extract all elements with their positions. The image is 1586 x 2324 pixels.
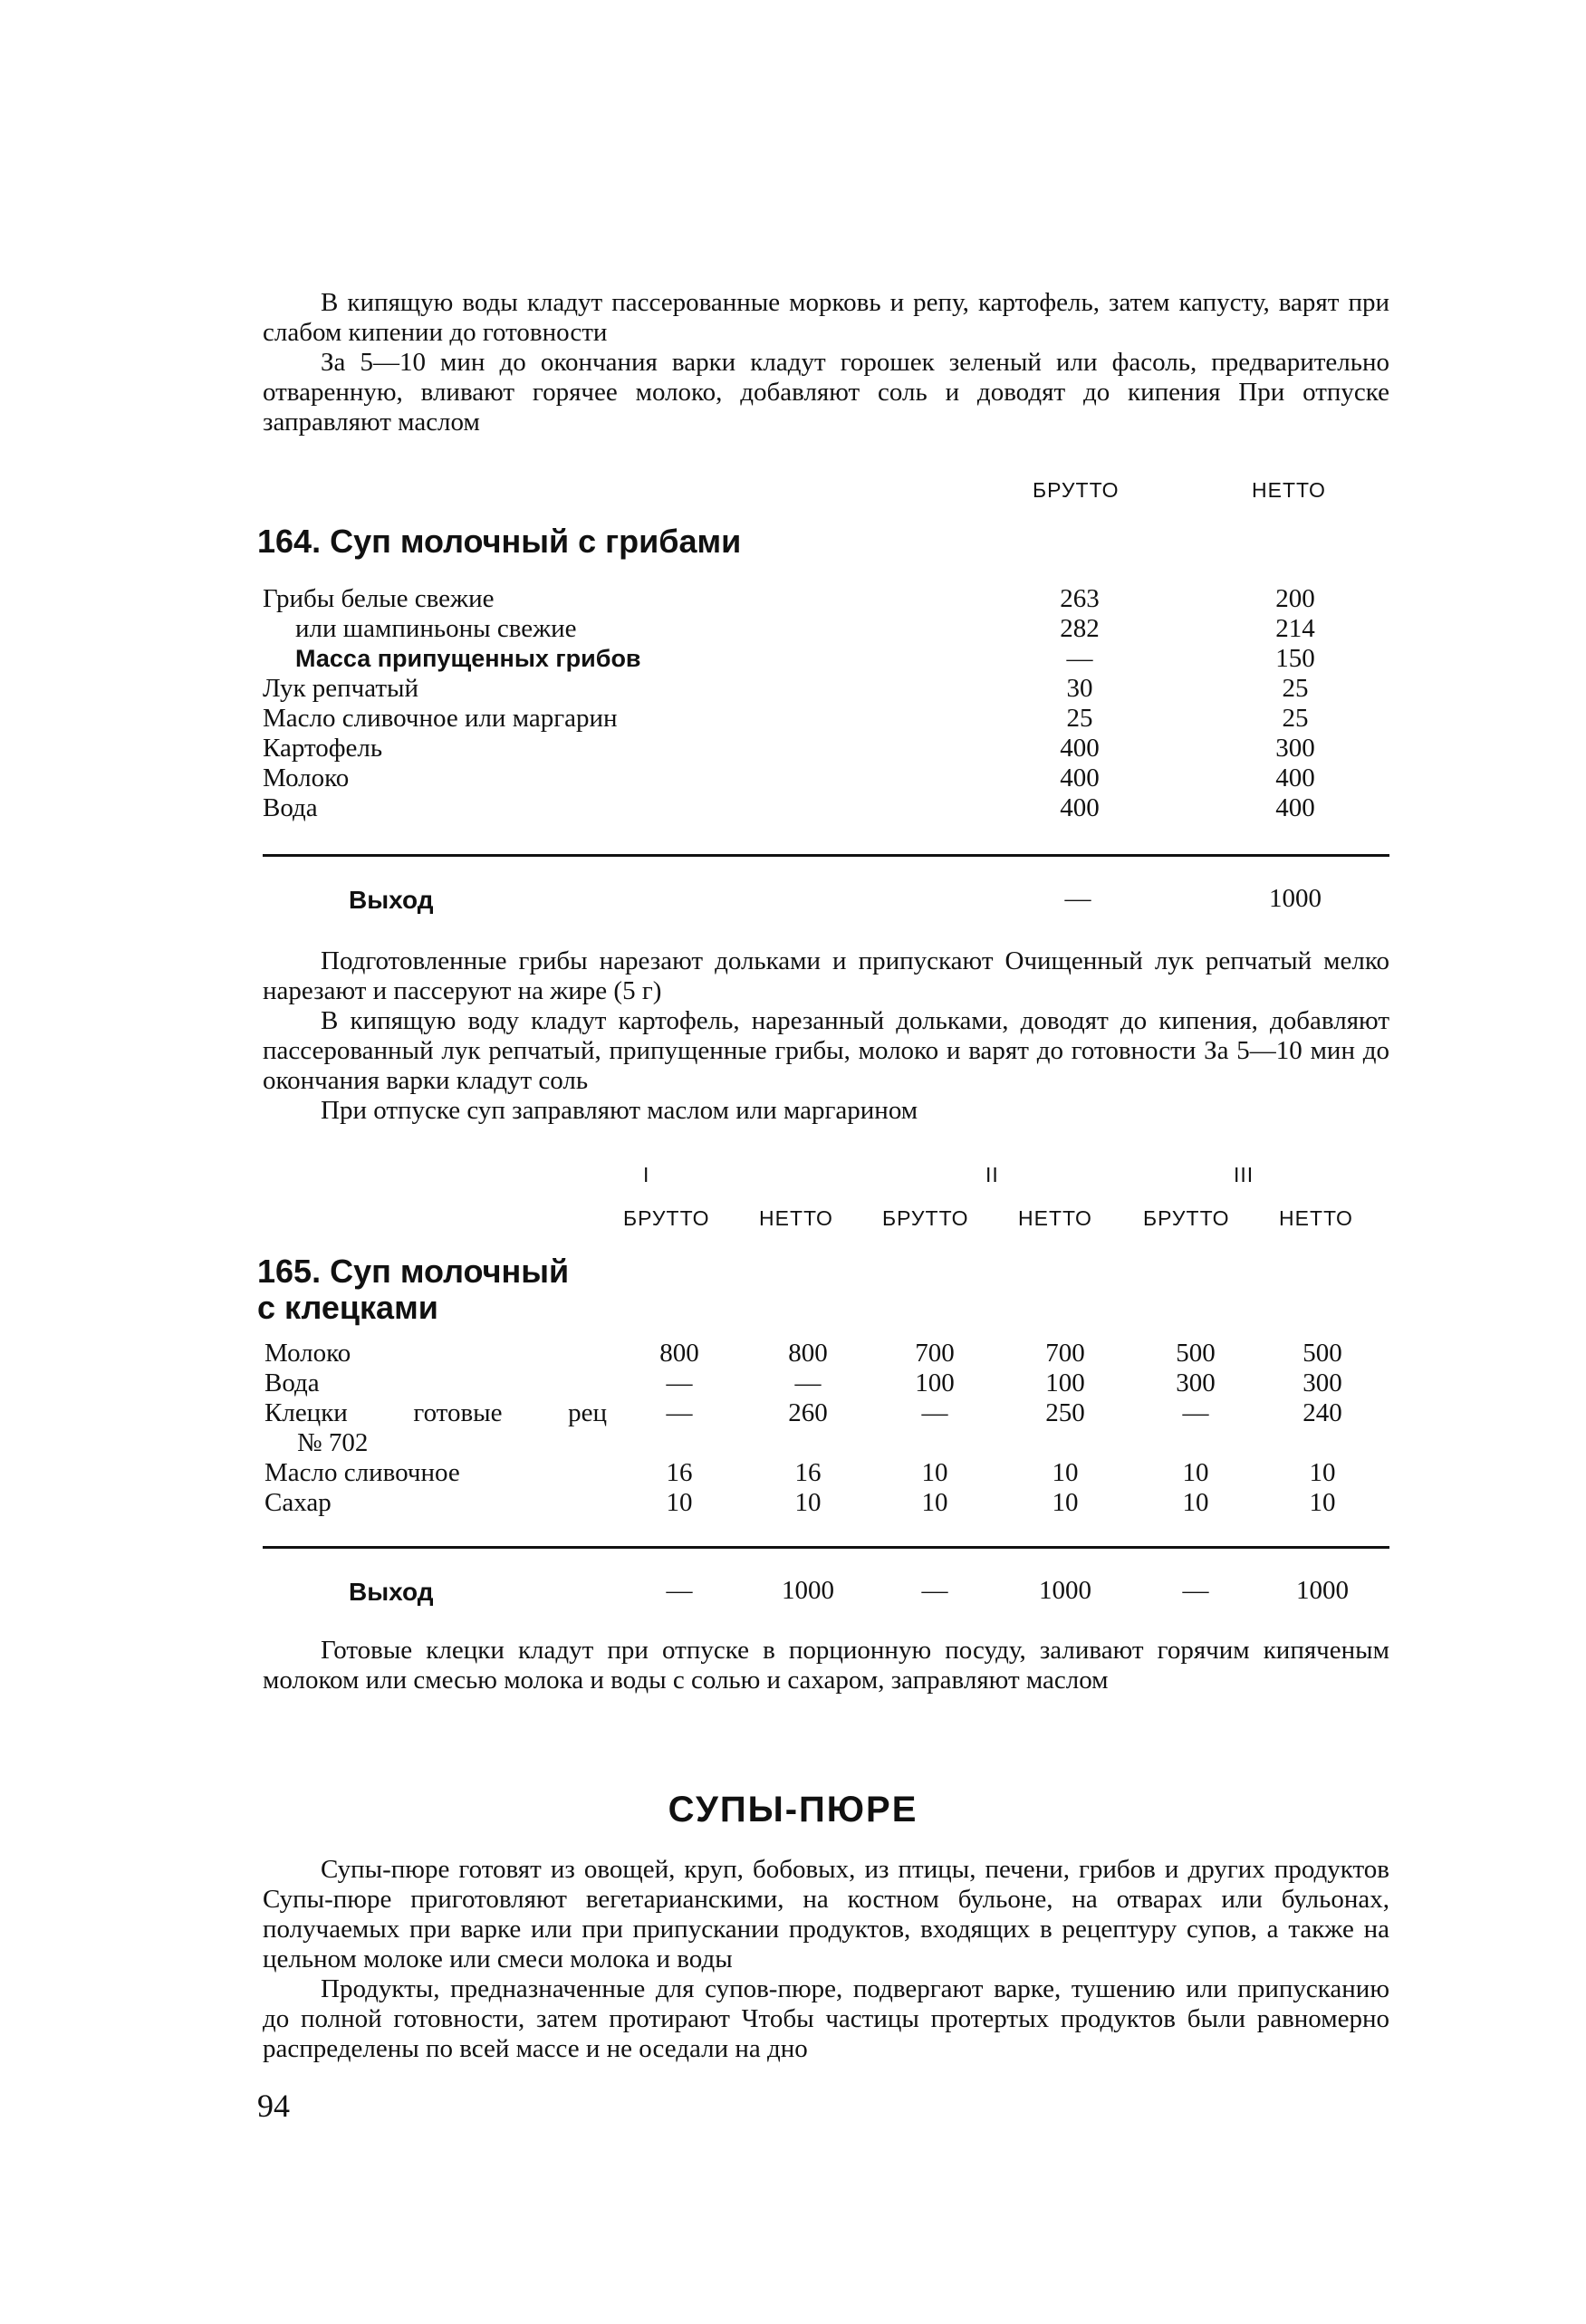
brutto-value: 25 — [1066, 704, 1093, 733]
output-value: 1000 — [1296, 1576, 1349, 1605]
method-paragraph-1: Подготовленные грибы нарезают дольками и припускают Очищенный лук репчатый мелко нарезают и пассеруют на жире (5 г) — [263, 946, 1389, 1005]
quantity-value: — — [794, 1368, 822, 1397]
recipe-165-method — [263, 1636, 1389, 1695]
recipe-164-title: 164. Суп молочный с грибами — [257, 523, 742, 560]
table-row — [263, 584, 1389, 614]
intro-paragraph-2: За 5—10 мин до окончания варки кладут горошек зеленый или фасоль, предварительно отваренную, вливают горячее молоко, добавляют соль и доводят до кипения При отпуске заправляют маслом — [263, 348, 1389, 437]
quantity-value: — — [1182, 1398, 1209, 1427]
quantity-value: 10 — [1309, 1458, 1336, 1487]
table-row — [263, 763, 1389, 793]
quantity-value: 800 — [788, 1339, 828, 1368]
table-row — [264, 1458, 1391, 1488]
netto-value: 25 — [1282, 704, 1309, 733]
col-header-netto-3: НЕТТО — [1279, 1206, 1353, 1230]
table-row — [264, 1428, 1391, 1458]
method-paragraph: Готовые клецки кладут при отпуске в порционную посуду, заливают горячим кипяченым молоком или смесью молока и воды с солью и сахаром, заправляют маслом — [263, 1636, 1389, 1695]
ingredient-name: Вода — [264, 1368, 320, 1397]
output-label: Выход — [349, 886, 434, 914]
output-value: 1000 — [782, 1576, 834, 1605]
table-rule — [263, 1546, 1389, 1549]
ingredient-name: Клецки готовые рец — [264, 1398, 607, 1427]
output-netto: 1000 — [1269, 884, 1322, 913]
quantity-value: 700 — [1045, 1339, 1085, 1368]
table-row — [264, 1339, 1391, 1368]
ingredient-name: Масло сливочное или маргарин — [263, 704, 618, 733]
method-paragraph-2: В кипящую воду кладут картофель, нарезанный дольками, доводят до кипения, добавляют пассерованный лук репчатый, припущенные грибы, молоко и варят до готовности За 5—10 мин до окончания варки кладут соль — [263, 1006, 1389, 1095]
table-row — [263, 793, 1389, 823]
quantity-value: 300 — [1176, 1368, 1216, 1397]
quantity-value: 10 — [794, 1488, 822, 1517]
recipe-164-ingredients — [263, 584, 1389, 823]
table-row — [263, 644, 1389, 674]
ingredient-name: Сахар — [264, 1488, 332, 1517]
recipe-165-title: 165. Суп молочный с клецками — [257, 1253, 570, 1326]
table-row — [263, 674, 1389, 704]
quantity-value: — — [666, 1368, 693, 1397]
quantity-value: 700 — [915, 1339, 955, 1368]
section-text — [263, 1855, 1389, 2064]
quantity-value: 10 — [1052, 1458, 1079, 1487]
ingredient-name: Вода — [263, 793, 318, 822]
group-header-2: II — [985, 1163, 999, 1186]
ingredient-name: Лук репчатый — [263, 674, 419, 703]
page-number: 94 — [257, 2088, 290, 2124]
quantity-value: 10 — [1182, 1488, 1209, 1517]
table-row — [263, 614, 1389, 644]
intro-text — [263, 288, 1389, 437]
quantity-value: 500 — [1302, 1339, 1342, 1368]
quantity-value: 240 — [1302, 1398, 1342, 1427]
brutto-value: 400 — [1060, 793, 1100, 822]
brutto-value: 400 — [1060, 734, 1100, 763]
ingredient-name: Грибы белые свежие — [263, 584, 495, 613]
method-paragraph-3: При отпуске суп заправляют маслом или маргарином — [321, 1096, 918, 1125]
ingredient-name: Картофель — [263, 734, 383, 763]
netto-value: 300 — [1275, 734, 1315, 763]
quantity-value: 250 — [1045, 1398, 1085, 1427]
quantity-value: — — [921, 1398, 948, 1427]
quantity-value: 10 — [921, 1458, 948, 1487]
netto-value: 400 — [1275, 763, 1315, 792]
brutto-value: 30 — [1066, 674, 1093, 703]
col-header-brutto-1: БРУТТО — [623, 1206, 710, 1230]
col-header-netto-1: НЕТТО — [759, 1206, 833, 1230]
quantity-value: 500 — [1176, 1339, 1216, 1368]
quantity-value: 10 — [1182, 1458, 1209, 1487]
section-paragraph-1: Супы-пюре готовят из овощей, круп, бобовых, из птицы, печени, грибов и других продуктов Супы-пюре приготовляют вегетарианскими, на костном бульоне, на отварах или бульонах, получаемых при варке или при припускании продуктов, входящих в рецептуру супов, а также на цельном молоке или смеси молока и воды — [263, 1855, 1389, 1973]
quantity-value: 800 — [659, 1339, 699, 1368]
quantity-value: 10 — [666, 1488, 693, 1517]
brutto-value: 282 — [1060, 614, 1100, 643]
netto-value: 214 — [1275, 614, 1315, 643]
ingredient-name: Молоко — [263, 763, 350, 792]
brutto-value: 400 — [1060, 763, 1100, 792]
group-header-1: I — [643, 1163, 650, 1186]
col-header-netto: НЕТТО — [1252, 478, 1326, 502]
table-row — [264, 1488, 1391, 1518]
output-value: 1000 — [1039, 1576, 1091, 1605]
ingredient-name: Масло сливочное — [264, 1458, 460, 1487]
table-row — [263, 734, 1389, 763]
netto-value: 25 — [1282, 674, 1309, 703]
ingredient-name: или шампиньоны свежие — [295, 614, 577, 643]
output-brutto: — — [1064, 884, 1091, 913]
output-label: Выход — [349, 1578, 434, 1606]
brutto-value: — — [1066, 644, 1093, 673]
col-header-brutto-3: БРУТТО — [1143, 1206, 1230, 1230]
table-row — [264, 1368, 1391, 1398]
output-value: — — [1182, 1576, 1209, 1605]
quantity-value: 10 — [1309, 1488, 1336, 1517]
table-row — [263, 704, 1389, 734]
netto-value: 200 — [1275, 584, 1315, 613]
table-rule — [263, 854, 1389, 857]
brutto-value: 263 — [1060, 584, 1100, 613]
ingredient-name: Масса припущенных грибов — [295, 645, 641, 672]
output-value: — — [921, 1576, 948, 1605]
section-title: СУПЫ-ПЮРЕ — [668, 1790, 918, 1829]
section-paragraph-2: Продукты, предназначенные для супов-пюре, подвергают варке, тушению или припусканию до полной готовности, затем протирают Чтобы частицы протертых продуктов были равномерно распределены по всей массе и не оседали на дно — [263, 1974, 1389, 2063]
group-header-3: III — [1234, 1163, 1254, 1186]
quantity-value: 10 — [1052, 1488, 1079, 1517]
col-header-brutto: БРУТТО — [1033, 478, 1120, 502]
quantity-value: 16 — [794, 1458, 822, 1487]
recipe-165-ingredients — [264, 1339, 1391, 1518]
quantity-value: — — [666, 1398, 693, 1427]
quantity-value: 100 — [915, 1368, 955, 1397]
ingredient-name: № 702 — [297, 1428, 369, 1457]
col-header-brutto-2: БРУТТО — [882, 1206, 969, 1230]
col-header-netto-2: НЕТТО — [1018, 1206, 1092, 1230]
output-value: — — [666, 1576, 693, 1605]
netto-value: 400 — [1275, 793, 1315, 822]
quantity-value: 260 — [788, 1398, 828, 1427]
recipe-164-method — [263, 946, 1389, 1126]
quantity-value: 10 — [921, 1488, 948, 1517]
ingredient-name: Молоко — [264, 1339, 351, 1368]
table-row — [264, 1398, 1391, 1428]
quantity-value: 300 — [1302, 1368, 1342, 1397]
netto-value: 150 — [1275, 644, 1315, 673]
intro-paragraph-1: В кипящую воды кладут пассерованные морковь и репу, картофель, затем капусту, варят при слабом кипении до готовности — [263, 288, 1389, 347]
quantity-value: 16 — [666, 1458, 693, 1487]
quantity-value: 100 — [1045, 1368, 1085, 1397]
